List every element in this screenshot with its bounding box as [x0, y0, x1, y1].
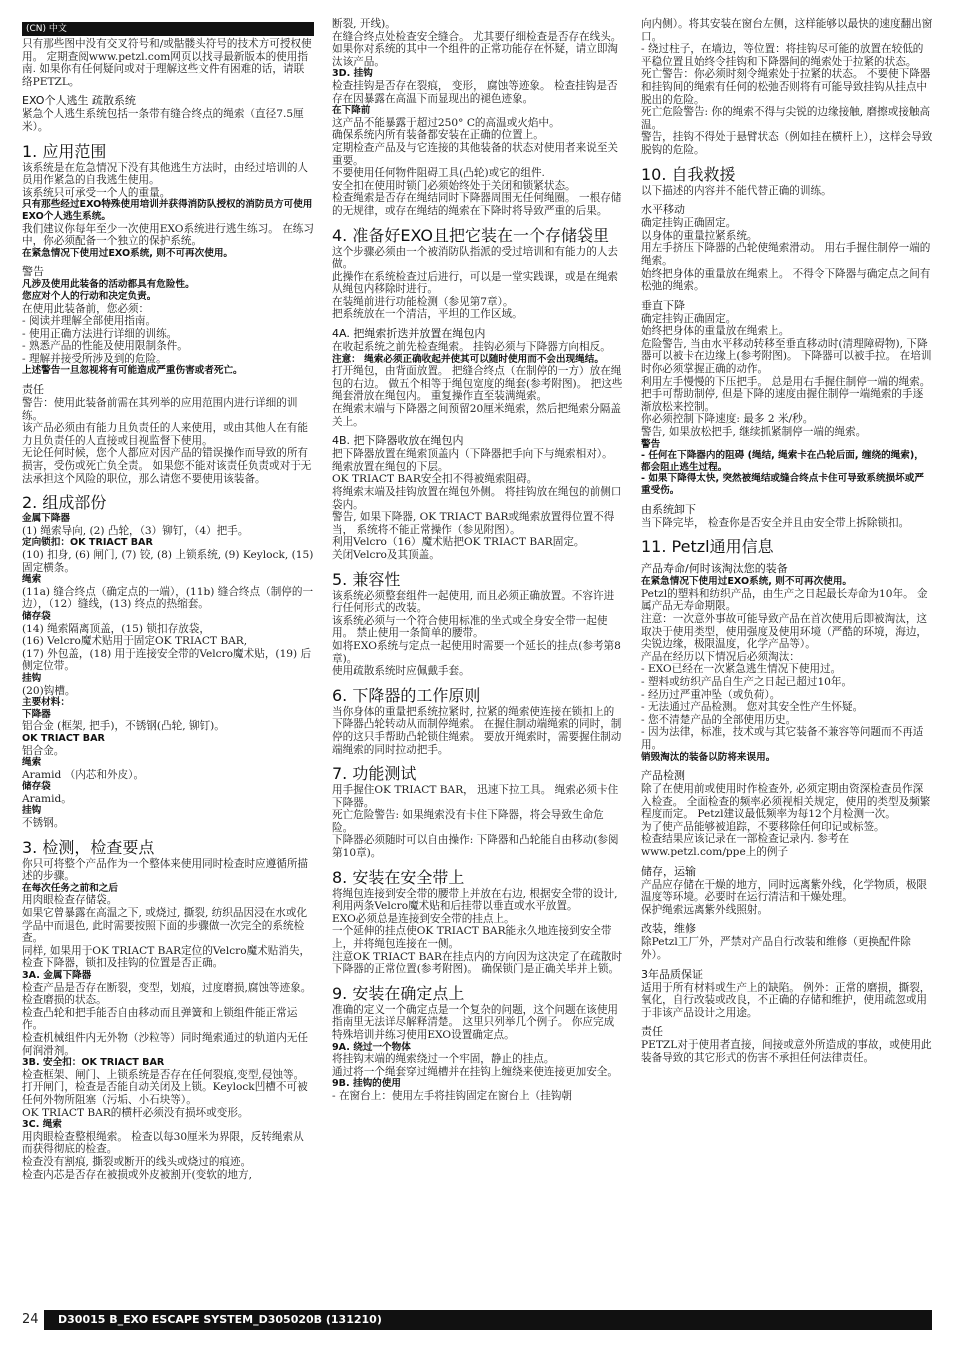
- bold-subheading: 挂钩: [22, 805, 42, 817]
- section-heading: 9. 安装在确定点上: [332, 983, 465, 1003]
- paragraph: 把下降器放置在绳索顶盖内（下降器把手向下与绳索相对）。 绳索放置在绳包的下层。 OK TRIACT BAR安全扣不得被绳索阻碍。 将绳索末端及挂钩放置在绳包外侧。 将挂钩放在绳包的前侧口袋内。 警告, 如果下降器, OK TRIACT BAR或绳索放置得位置不得当， 系统将不能正常操作（参见附图）。 利用Velcro（16）魔术贴把OK TRIACT BAR固定。 关闭Velcro及其顶盖。: [332, 448, 622, 561]
- subsection-heading: 产品寿命/何时该淘汰您的装备: [641, 562, 788, 576]
- bold-subheading: 注意： 绳索必须正确收起并使其可以随时使用而不会出现绳结。: [332, 353, 604, 365]
- paragraph: 当你身体的重量把系统拉紧时, 拉紧的绳索使连接在锁扣上的下降器凸轮转动从而制停绳索。 在握住制动端绳索的同时，制停的这只手帮助凸轮锁住绳索。 要放开绳索时，需要握住制动端绳索的同时拉动把手。: [332, 705, 622, 756]
- column-2: [332, 18, 624, 1103]
- paragraph: (14) 绳索隔离顶盖，(15) 锁扣存放袋， (16) Velcro魔术贴用于固定OK TRIACT BAR, (17) 外包盖，(18) 用于连接安全带的Velcro魔术贴，(19) 后侧定位带。: [22, 622, 312, 673]
- subsection-heading: 责任: [22, 383, 44, 397]
- subsection-heading: 警告: [22, 265, 44, 279]
- paragraph: 这个步骤必须由一个被消防队指派的受过培训和有能力的人去做。 此操作在系统检查过后进行，可以是一堂实践课，或是在绳索从绳包内移除时进行。 在装绳前进行功能检测（参见第7章）。 把系统放在一个清洁，平坦的工作区域。: [332, 245, 619, 321]
- bold-subheading: 3A. 金属下降器: [22, 970, 92, 981]
- column-3: [641, 18, 933, 1065]
- page-footer: [22, 1310, 932, 1330]
- bold-subheading: 只有那些经过EXO特殊使用培训并获得消防队授权的消防员方可使用EXO个人逃生系统。: [22, 199, 313, 222]
- paragraph: 用肉眼检查存储袋。 如果它曾暴露在高温之下, 或烧过, 撕裂, 纺织品因浸在水或化学品中而退色, 此时需要按照下面的步骤做一次完全的系统检查。 同样, 如果用于OK TRIACT BAR定位的Velcro魔术贴消失， 检查下降器，锁扣及挂钩的位置是否正确。: [22, 894, 311, 970]
- paragraph: 当下降完毕， 检查你是否安全并且由安全带上拆除锁扣。: [641, 516, 910, 529]
- document-id-bar: D30015 B_EXO ESCAPE SYSTEM_D305020B (131210): [44, 1310, 932, 1330]
- paragraph: 断裂, 开线)。 在缝合终点处检查安全缝合。 尤其要仔细检查是否存在线头。 如果你对系统的其中一个组件的正常功能存在怀疑，请立即淘汰该产品。: [332, 18, 622, 68]
- bold-subheading: 绳索: [22, 757, 42, 769]
- paragraph: 你只可将整个产品作为一个整体来使用同时检查时应遵循所描述的步骤。: [22, 857, 309, 883]
- bold-subheading: 储存袋: [22, 610, 51, 622]
- section-heading: 6. 下降器的工作原则: [332, 685, 481, 705]
- paragraph: 将绳包连接到安全带的腰带上并放在右边, 根据安全带的设计, 利用两条Velcro魔术贴和后挂带以垂直或水平放置。 EXO必须总是连接到安全带的挂点上。 一个延伸的挂点使OK TRIACT BAR能永久地连接到安全带上，并将绳包连接在一侧。 注意OK TRIACT BAR在挂点内的方向因为这决定了在疏散时下降器的正常位置(参考附图)。 确保锁门是正确关毕并上锁。: [332, 887, 623, 976]
- paragraph: 警告：使用此装备前需在其列举的应用范围内进行详细的训练。 该产品必须由有能力且负责任的人来使用，或由其他人在有能力且负责任的人直接或目视监督下使用。 无论任何时候，您个人都应对因产品的错误操作而导致的所有损害，受伤或死亡负全责。 如果您不能对该责任负责或对于无法承担这个风险的职位，那么请您不要使用该装备。: [22, 397, 312, 485]
- bold-subheading: 上述警告一旦忽视将有可能造成严重伤害或者死亡。: [22, 365, 243, 377]
- paragraph: 将挂钩末端的绳索绕过一个牢固，静止的挂点。 通过将一个绳套穿过绳槽并在挂钩上缠绕来使连接更加安全。: [332, 1053, 619, 1078]
- paragraph: 向内侧）。将其安装在窗台左侧，这样能够以最快的速度翻出窗口。 - 绕过柱子，在墙边，等位置：将挂钩尽可能的放置在较低的平稳位置且始终令挂钩和下降器间的绳索处于拉紧的状态。 死亡警告：你必须时刻令绳索处于拉紧的状态。 不要使下降器和挂钩间的绳索有任何的松弛否则将有可能导致挂钩从挂点中脱出的危险。 死亡危险警告: 你的绳索不得与尖锐的边缘接触, 磨擦或接触高温。 警告，挂钩不得处于悬臂状态（例如挂在横杆上），这样会导致脱钩的危险。: [641, 18, 933, 156]
- subsection-heading: 改装，维修: [641, 922, 696, 936]
- paragraph: 检查挂钩是否存在裂痕， 变形， 腐蚀等迹象。 检查挂钩是否存在因暴露在高温下而显现出的褪色迹象。: [332, 79, 618, 105]
- paragraph: 在使用此装备前，您必须： - 阅读并理解全部使用指南。 - 使用正确方法进行详细的训练。 - 熟悉产品的性能及使用限制条件。 - 理解并接受所涉及到的危险。: [22, 302, 188, 365]
- section-heading: 5. 兼容性: [332, 569, 401, 589]
- section-heading: 8. 安装在安全带上: [332, 867, 465, 887]
- paragraph: 该系统必须整套组件一起使用, 而且必须正确放置。不容许进行任何形式的改装。 该系统必须与一个符合使用标准的坐式或全身安全带一起使用。 禁止使用一条简单的腰带。 如将EXO系统与定点一起使用时需要一个延长的挂点(参考第8章)。 使用疏散系统时应佩戴手套。: [332, 589, 621, 678]
- subsection-heading: EXO个人逃生 疏散系统: [22, 94, 136, 108]
- paragraph: 用手握住OK TRIACT BAR， 迅速下拉工具。 绳索必须卡住下降器。 死亡危险警告: 如果绳索没有卡住下降器，将会导致生命危险。 下降器必须随时可以自由操作: 下降器和凸轮能自由移动(参阅第10章)。: [332, 784, 619, 860]
- bold-subheading: 主要材料： 下降器: [22, 697, 70, 720]
- page-number: 24: [22, 1312, 39, 1327]
- paragraph: 用肉眼检查整根绳索。 检查以每30厘米为界限，反转绳索从而获得彻底的检查。 检查没有割痕, 撕裂或断开的线头或烧过的痕迹。 检查内芯是否存在被损或外皮被割开(变软的地方,: [22, 1130, 304, 1181]
- section-heading: 7. 功能测试: [332, 764, 417, 784]
- subsection-heading: 储存，运输: [641, 864, 696, 878]
- bold-subheading: 9A. 绕过一个物体: [332, 1041, 411, 1053]
- paragraph: 只有那些图中没有交叉符号和/或骷髅头符号的技术方可授权使用。 定期查阅www.petzl.com网页以找寻最新版本的使用指南. 如果你有任何疑问或对于理解这些文件有困难的话，请联络PETZL。: [22, 38, 312, 88]
- paragraph: 该系统是在危急情况下没有其他逃生方法时，由经过培训的人员用作紧急的自我逃生使用。 该系统只可承受一个人的重量。: [22, 161, 309, 199]
- paragraph: (20)钩槽。: [22, 684, 76, 697]
- paragraph: Aramid （内芯和外皮）。: [22, 768, 145, 781]
- paragraph: 铝合金 (框架, 把手)，不锈钢(凸轮, 铆钉)。: [22, 720, 225, 733]
- paragraph: (1) 绳索导向, (2) 凸轮，（3）铆钉，（4）把手。: [22, 524, 249, 537]
- section-heading: 2. 组成部份: [22, 493, 107, 513]
- paragraph: 以下描述的内容并不能代替正确的训练。: [641, 184, 832, 197]
- bold-subheading: 警告 - 任何在下降器内的阻碍 (绳结, 绳索卡在凸轮后面, 缠绕的绳索)， 都会阻止逃生过程。 - 如果下降得太快, 突然被绳结或缝合终点卡住可导致系统损坏或严重受伤。: [641, 438, 924, 496]
- bold-subheading: 绳索: [22, 574, 42, 586]
- paragraph: PETZL对于使用者直接，间接或意外所造成的事故，或使用此装备导致的其它形式的伤害不承担任何法律责任。: [641, 1039, 932, 1064]
- paragraph: 除Petzl工厂外，严禁对产品自行改装和维修（更换配件除外）。: [641, 936, 911, 962]
- bold-subheading: 3B. 安全扣：OK TRIACT BAR: [22, 1057, 165, 1069]
- paragraph: 不锈钢。: [22, 817, 65, 830]
- bold-subheading: 在每次任务之前和之后: [22, 882, 118, 894]
- paragraph: 在收起系统之前先检查绳索。 挂钩必须与下降器方向相反。: [332, 341, 611, 354]
- subsection-heading: 3年品质保证: [641, 967, 703, 981]
- bold-subheading: 金属下降器: [22, 513, 70, 525]
- paragraph: 检查产品是否存在断裂，变型，划痕，过度磨损,腐蚀等迹象。检查磨损的状态。 检查凸轮和把手能否自由移动而且弹簧和上锁组件能正常运作。 检查机械组件内无外物（沙粒等）同时绳索通过的轨道内无任何润滑剂。: [22, 981, 312, 1057]
- language-tab: (CN) 中文: [22, 22, 314, 36]
- bold-subheading: 挂钩: [22, 672, 42, 684]
- paragraph: 除了在使用前或使用时作检查外, 必须定期由资深检查员作深入检查。 全面检查的频率必须视相关规定，使用的类型及频繁程度而定。 Petzl建议最低频率为每12个月检测一次。 为了使产品能够被追踪，不要移除任何印记或标签。 检查结果应该记录在一部检查记录内. 参考在www.petzl.com/ppe上的例子: [641, 783, 931, 859]
- bold-subheading: 销毁淘汰的装备以防将来误用。: [641, 751, 776, 763]
- paragraph: 确定挂钩正确固定。 始终把身体的重量放在绳索上。 危险警告, 当由水平移动转移至垂直移动时(清理障碍物), 下降器可以被卡在边缘上(参考附图)。 下降器可以被手拉。 在培训时你必须掌握正确的动作。 利用左手慢慢的下压把手。 总是用右手握住制停一端的绳索。 把手可帮助制停, 但是下降的速度由握住制停一端绳索的手逐渐放松来控制。 你必须控制下降速度: 最多 2 米/秒。 警告, 如果放松把手, 继续抓紧制停一端的绳索。: [641, 312, 932, 439]
- paragraph: 打开绳包，由背面放置。 把缝合终点（在制停的一方）放在绳包的右边。 做五个相等于绳包宽度的绳套(参考附图)。 把这些绳套滑放在绳包内。 重复操作直至装满绳索。 在绳索末端与下降器之间预留20厘米绳索，然后把绳索分隔盖关上。: [332, 365, 623, 428]
- paragraph: 铝合金。: [22, 744, 65, 757]
- paragraph: 我们建议你每年至少一次使用EXO系统进行逃生练习。 在练习中，你必须配备一个独立的保护系统。: [22, 222, 314, 248]
- paragraph: (11a) 缝合终点（确定点的一端），(11b) 缝合终点（制停的一边），（12）缝线，(13) 终点的热缩套。: [22, 585, 314, 611]
- bold-subheading: 储存袋: [22, 781, 51, 793]
- paragraph: Petzl的塑料和纺织产品，由生产之日起最长寿命为10年。 金属产品无寿命期限。 注意：一次意外事故可能导致产品在首次使用后即被淘汰，这取决于使用类型，使用强度及使用环境（严酷的环境，海边，尖锐边缘，极限温度，化学产品等）。 产品在经历以下情况后必须淘汰： - EXO已经在一次紧急逃生情况下使用过。 - 塑料或纺织产品自生产之日起已超过10年。 - 经历过严重冲坠（或负荷）。 - 无法通过产品检测。 您对其安全性产生怀疑。 - 您不清楚产品的全部使用历史。 - 因为法律，标准，技术或与其它装备不兼容等问题而不再适用。: [641, 587, 928, 751]
- subsection-heading: 责任: [641, 1025, 663, 1039]
- section-heading: 11. Petzl通用信息: [641, 537, 774, 557]
- bold-subheading: 3D. 挂钩: [332, 68, 373, 80]
- bold-subheading: 9B. 挂钩的使用: [332, 1078, 401, 1090]
- bold-subheading: 在下降前: [332, 105, 371, 117]
- section-heading: 10. 自我救援: [641, 164, 736, 184]
- section-heading: 1. 应用范围: [22, 141, 107, 161]
- paragraph: 检查框架、闸门、上锁系统是否存在任何裂痕,变型,侵蚀等。 打开闸门，检查是否能自动关闭及上锁。Keylock凹槽不可被任何外物所阻塞（污垢、小石块等）。 OK TRIACT BAR的横杆必须没有损坏或变形。: [22, 1068, 308, 1119]
- paragraph: Aramid。: [22, 792, 72, 805]
- paragraph: 准确的定义一个确定点是一个复杂的问题，这个问题在该使用指南里无法详尽解释清楚。 这里只列举几个例子。 你应完成特殊培训并练习使用EXO设置确定点。: [332, 1003, 619, 1041]
- bold-subheading: 定向锁扣：OK TRIACT BAR: [22, 537, 153, 549]
- paragraph: 产品应存储在干燥的地方，同时远离紫外线，化学物质，极限温度等环境。必要时在运行清洁和干燥处理。 保护绳索远离紫外线照射。: [641, 878, 928, 916]
- bold-subheading: 在紧急情况下使用过EXO系统, 则不可再次使用。: [641, 576, 853, 588]
- paragraph: 确定挂钩正确固定。 以身体的重量拉紧系统。 用左手挤压下降器的凸轮使绳索滑动。 用右手握住制停一端的绳索。 始终把身体的重量放在绳索上。 不得令下降器与确定点之间有松弛的绳索。: [641, 217, 931, 293]
- subsection-heading: 水平移动: [641, 203, 685, 217]
- paragraph: - 在窗台上：使用左手将挂钩固定在窗台上（挂钩朝: [332, 1089, 573, 1102]
- paragraph: 这产品不能暴露于超过250° C的高温或火焰中。 确保系统内所有装备都安装在正确的位置上。 定期检查产品及与它连接的其他装备的状态对使用者来说至关重要。 不要使用任何物件阻碍工具(凸轮)或它的组件. 安全扣在使用时锁门必须始终处于关闭和锁紧状态。 检查绳索是否存在绳结同时下降器周围无任何绳圈。 一根存储的无规律，或存在绳结的绳索在下降时将导致严重的后果。: [332, 116, 622, 217]
- subsection-heading: 产品检测: [641, 769, 685, 783]
- paragraph: 适用于所有材料或生产上的缺陷。 例外：正常的磨损，撕裂，氧化，自行改装或改良，不正确的存储和维护，使用疏忽或用于非该产品设计之用途。: [641, 981, 931, 1019]
- subsection-heading: 垂直下降: [641, 298, 685, 312]
- section-heading: 3. 检测，检查要点: [22, 837, 155, 857]
- bold-subheading: OK TRIACT BAR: [22, 732, 105, 744]
- subsection-heading: 由系统卸下: [641, 502, 696, 516]
- paragraph: 紧急个人逃生系统包括一条带有缝合终点的绳索（直径7.5厘米）。: [22, 108, 304, 133]
- paragraph: (10) 扣身, (6) 闸门, (7) 铰, (8) 上锁系统, (9) Keylock, (15) 固定横条。: [22, 549, 314, 574]
- section-heading: 4. 准备好EXO且把它装在一个存储袋里: [332, 225, 609, 245]
- subsection-heading: 4A. 把绳索折迭并放置在绳包内: [332, 327, 486, 341]
- subsection-heading: 4B. 把下降器收放在绳包内: [332, 434, 464, 448]
- bold-subheading: 凡涉及使用此装备的活动都具有危险性。 您应对个人的行动和决定负责。: [22, 279, 195, 302]
- column-1: [22, 22, 314, 1181]
- bold-subheading: 在紧急情况下使用过EXO系统, 则不可再次使用。: [22, 247, 234, 259]
- bold-subheading: 3C. 绳索: [22, 1119, 62, 1131]
